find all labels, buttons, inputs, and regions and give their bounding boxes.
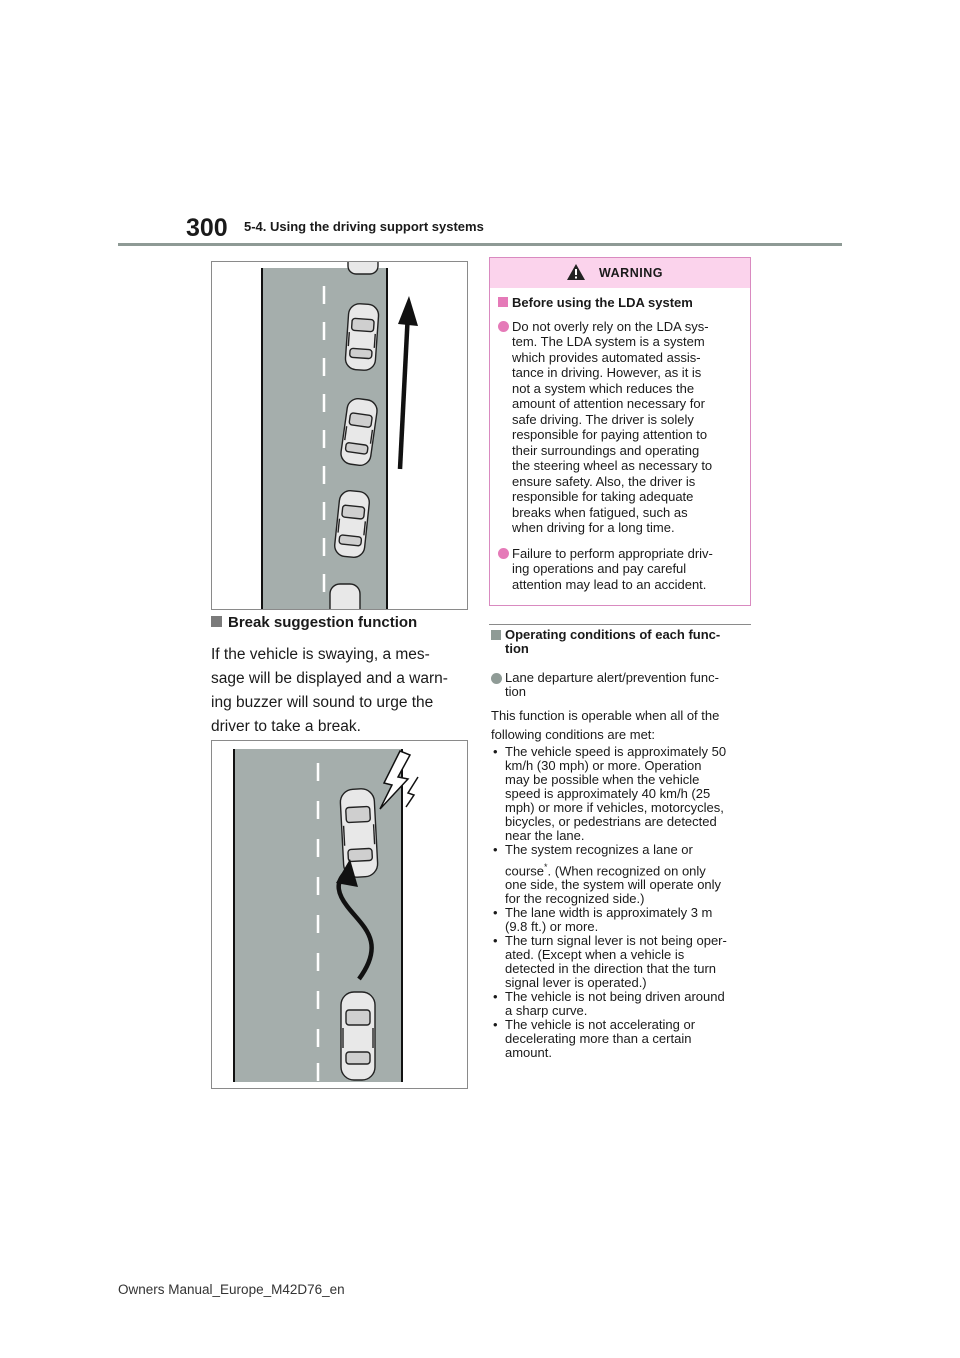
text-line: Lane departure alert/prevention func-: [505, 670, 719, 685]
figure-swaying-vehicles: [211, 261, 468, 610]
text-span: course: [505, 863, 545, 879]
text-line: for the recognized side.): [505, 891, 645, 907]
bullet-glyph: •: [493, 933, 498, 949]
section-title: 5-4. Using the driving support systems: [244, 219, 484, 234]
text-line: The vehicle speed is approximately 50: [505, 744, 727, 759]
dot-bullet-icon: [498, 548, 509, 559]
conditions-list: [491, 745, 753, 1060]
bullet-glyph: •: [493, 989, 498, 1005]
warning-bullet-2: [498, 546, 742, 593]
text-line: may be possible when the vehicle: [505, 772, 700, 787]
text-line: The turn signal lever is not being oper-: [505, 933, 727, 949]
figure-break-suggestion: [211, 740, 468, 1089]
list-item: [491, 1018, 753, 1060]
text-line: safe driving. The driver is solely: [512, 411, 694, 427]
text-line: the steering wheel as necessary to: [512, 458, 713, 473]
warning-body: [490, 288, 750, 592]
text-line: following conditions are met:: [491, 727, 656, 742]
page-number: 300: [186, 214, 228, 242]
break-heading-text: Break suggestion function: [228, 614, 418, 631]
conditions-subitem: [491, 671, 753, 699]
text-line: their surroundings and operating: [512, 442, 700, 458]
list-item: [491, 990, 753, 1018]
warning-subheading: [498, 295, 742, 311]
text-line: responsible for paying attention to: [512, 427, 708, 442]
text-line: ensure safety. Also, the driver is: [512, 473, 696, 489]
swaying-illustration: [212, 262, 467, 609]
text-line: Failure to perform appropriate driv-: [512, 545, 713, 561]
text-line: tem. The LDA system is a system: [512, 334, 705, 349]
text-line: amount.: [505, 1045, 552, 1061]
footer-text: Owners Manual_Europe_M42D76_en: [118, 1282, 345, 1297]
text-line: one side, the system will operate only: [505, 877, 722, 893]
text-line: decelerating more than a certain: [505, 1031, 692, 1047]
text-line: tion: [505, 641, 529, 656]
conditions-intro: [491, 706, 753, 744]
text-span: . (When recognized on only: [547, 863, 706, 879]
text-line: The system recognizes a lane or: [505, 842, 693, 857]
text-line-with-footnote: [505, 860, 753, 878]
list-item: [491, 934, 753, 990]
text-line: driver to take a break.: [211, 718, 361, 735]
car-icon: [334, 490, 371, 559]
text-line: mph) or more if vehicles, motorcycles,: [505, 800, 724, 815]
warning-bullet-1: [498, 319, 742, 536]
text-line: ing buzzer will sound to urge the: [211, 694, 434, 711]
break-illustration: [212, 741, 467, 1088]
text-line: attention may lead to an accident.: [512, 576, 707, 592]
break-body: [211, 643, 448, 739]
text-line: not a system which reduces the: [512, 380, 695, 396]
list-item: [491, 843, 753, 906]
car-icon: [348, 262, 378, 274]
text-line: sage will be displayed and a warn-: [211, 670, 448, 687]
square-bullet-icon: [491, 630, 501, 640]
forward-arrow-icon: [400, 312, 408, 469]
text-line: The vehicle is not being driven around: [505, 989, 725, 1005]
bullet-glyph: •: [493, 744, 498, 759]
text-line: breaks when fatigued, such as: [512, 504, 688, 520]
list-item: [491, 745, 753, 843]
text-line: Do not overly rely on the LDA sys-: [512, 318, 709, 334]
warning-subheading-text: Before using the LDA system: [512, 295, 693, 310]
dot-bullet-icon: [491, 673, 502, 684]
bullet-glyph: •: [493, 1017, 498, 1033]
text-line: (9.8 ft.) or more.: [505, 919, 599, 935]
text-line: which provides automated assis-: [512, 349, 701, 365]
car-icon: [340, 788, 379, 878]
text-line: tion: [505, 684, 526, 699]
car-icon: [341, 992, 375, 1080]
bullet-glyph: •: [493, 842, 498, 857]
text-line: speed is approximately 40 km/h (25: [505, 786, 711, 801]
text-line: ing operations and pay careful: [512, 561, 687, 576]
footnote-marker: *: [544, 862, 548, 872]
section-rule: [489, 624, 751, 625]
text-line: km/h (30 mph) or more. Operation: [505, 758, 702, 773]
conditions-heading: [491, 628, 753, 656]
text-line: amount of attention necessary for: [512, 396, 705, 411]
text-line: a sharp curve.: [505, 1003, 588, 1019]
text-line: This function is operable when all of the: [491, 708, 720, 723]
bullet-glyph: •: [493, 905, 498, 921]
break-heading: [211, 614, 417, 631]
warning-box: [489, 257, 751, 606]
warning-title: WARNING: [599, 266, 663, 280]
text-line: ated. (Except when a vehicle is: [505, 947, 685, 963]
car-icon: [330, 584, 360, 609]
square-bullet-icon: [498, 297, 508, 307]
text-line: Operating conditions of each func-: [505, 627, 721, 642]
text-line: The lane width is approximately 3 m: [505, 905, 713, 921]
header-rule: [118, 243, 842, 246]
dot-bullet-icon: [498, 321, 509, 332]
text-line: when driving for a long time.: [512, 520, 675, 535]
text-line: signal lever is operated.): [505, 975, 647, 991]
list-item: [491, 906, 753, 934]
text-line: detected in the direction that the turn: [505, 961, 717, 977]
car-icon: [345, 303, 380, 371]
warning-header: [490, 258, 750, 288]
text-line: The vehicle is not accelerating or: [505, 1017, 696, 1033]
square-bullet-icon: [211, 616, 222, 627]
text-line: If the vehicle is swaying, a mes-: [211, 646, 430, 663]
text-line: bicycles, or pedestrians are detected: [505, 814, 717, 829]
text-line: tance in driving. However, as it is: [512, 365, 702, 380]
text-line: responsible for taking adequate: [512, 489, 694, 504]
text-line: near the lane.: [505, 828, 585, 843]
